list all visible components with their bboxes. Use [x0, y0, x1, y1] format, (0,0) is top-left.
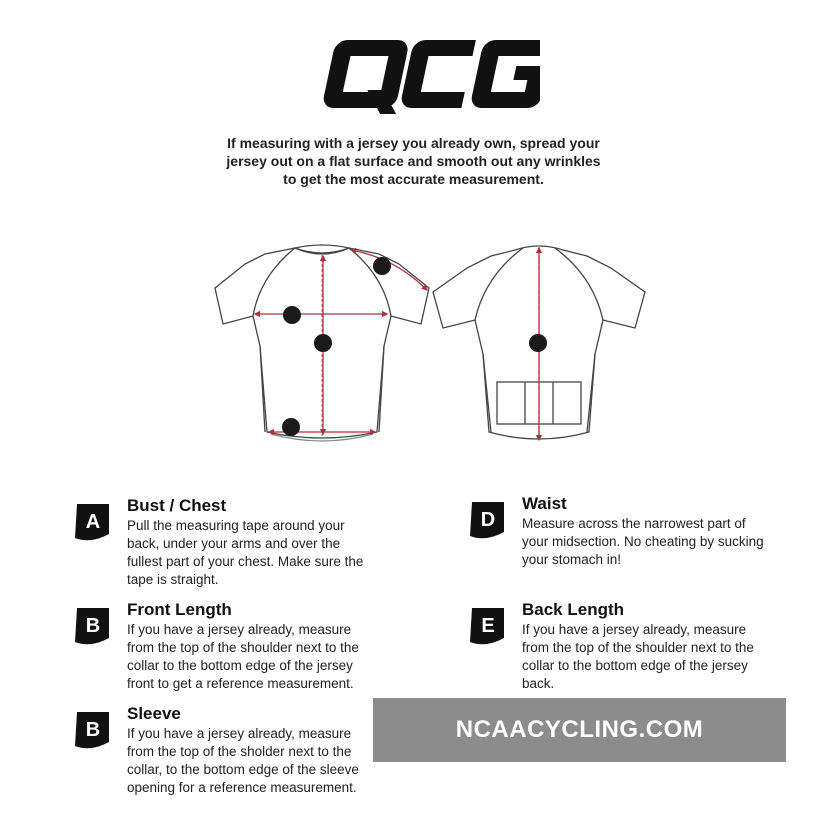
marker-d: [282, 418, 300, 436]
desc-line: back, under your arms and over the: [127, 536, 341, 551]
badge-letter: D: [480, 509, 496, 531]
badge-letter: B: [85, 615, 101, 637]
jersey-diagram: [205, 236, 655, 456]
item-description: [522, 621, 802, 693]
intro-line: If measuring with a jersey you already own, spread your: [227, 135, 600, 151]
qcg-logo: [320, 30, 540, 120]
desc-line: tape is straight.: [127, 572, 219, 587]
item-description: [127, 517, 407, 589]
marker-d-label: D: [287, 423, 295, 434]
badge-b-sleeve: [73, 710, 113, 750]
badge-a: [73, 502, 113, 542]
item-description: [522, 515, 802, 569]
desc-line: fullest part of your chest. Make sure the: [127, 554, 364, 569]
item-description: [127, 621, 407, 693]
desc-line: If you have a jersey already, measure: [127, 726, 352, 741]
marker-a-label: A: [288, 311, 296, 322]
desc-line: front to get a reference measurement.: [127, 676, 354, 691]
marker-c-label: C: [378, 262, 386, 273]
marker-a: [283, 306, 301, 324]
badge-letter: E: [481, 615, 495, 637]
desc-line: opening for a reference measurement.: [127, 780, 357, 795]
desc-line: collar to the bottom edge of the jersey: [522, 658, 748, 673]
item-description: [127, 725, 407, 797]
marker-c: [373, 257, 391, 275]
item-title: Front Length: [127, 600, 232, 619]
badge-letter: B: [85, 719, 101, 741]
intro-line: jersey out on a flat surface and smooth out any wrinkles: [226, 153, 601, 169]
desc-line: your stomach in!: [522, 552, 622, 567]
marker-e-label: E: [534, 339, 542, 350]
item-title: Bust / Chest: [127, 496, 227, 515]
desc-line: collar, to the bottom edge of the sleeve: [127, 762, 359, 777]
badge-e: [468, 606, 508, 646]
desc-line: collar to the bottom edge of the jersey: [127, 658, 353, 673]
marker-b-label: B: [319, 339, 327, 350]
marker-e: [529, 334, 547, 352]
badge-d: [468, 500, 508, 540]
desc-line: from the top of the shoulder next to the: [127, 640, 359, 655]
desc-line: If you have a jersey already, measure: [127, 622, 352, 637]
desc-line: from the top of the sholder next to the: [127, 744, 352, 759]
marker-b: [314, 334, 332, 352]
item-title: Back Length: [522, 600, 625, 619]
desc-line: Pull the measuring tape around your: [127, 518, 345, 533]
intro-line: to get the most accurate measurement.: [283, 171, 544, 187]
item-title: Waist: [522, 494, 567, 513]
desc-line: Measure across the narrowest part of: [522, 516, 746, 531]
badge-letter: A: [85, 511, 101, 533]
intro-text: [180, 134, 647, 188]
desc-line: your midsection. No cheating by sucking: [522, 534, 764, 549]
watermark-banner: NCAACYCLING.COM: [373, 698, 786, 762]
desc-line: back.: [522, 676, 555, 691]
desc-line: If you have a jersey already, measure: [522, 622, 747, 637]
desc-line: from the top of the shoulder next to the: [522, 640, 754, 655]
item-title: Sleeve: [127, 704, 181, 723]
badge-b: [73, 606, 113, 646]
